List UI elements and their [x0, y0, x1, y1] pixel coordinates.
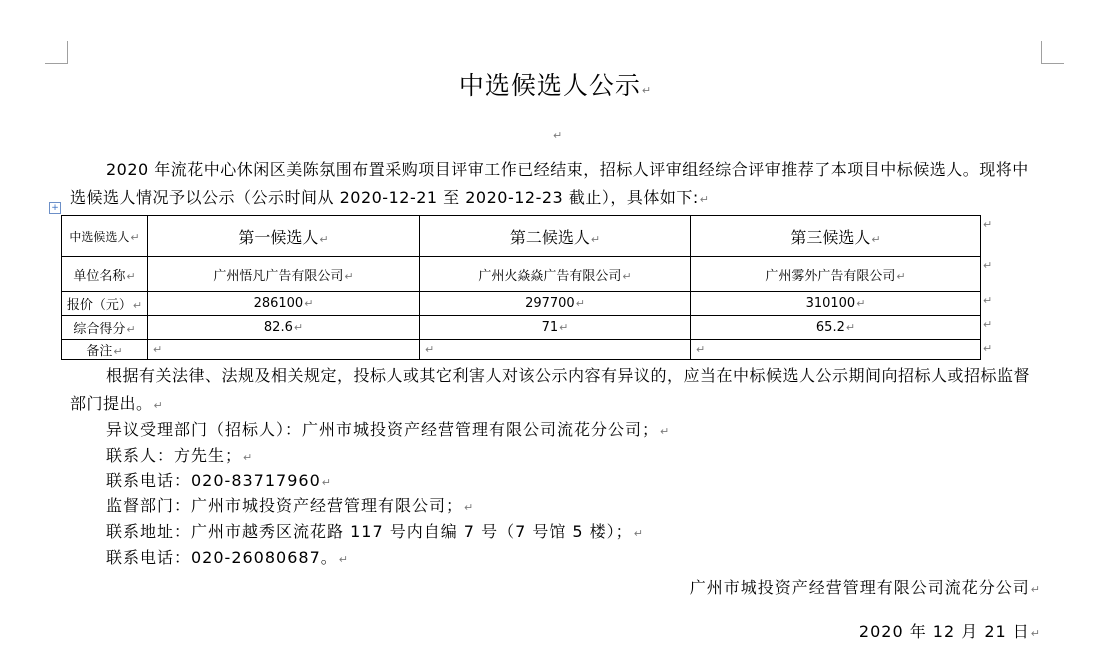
paragraph-mark-icon: ↵: [553, 129, 563, 142]
end-of-row-mark-icon: ↵: [983, 259, 993, 272]
table-cell: 65.2↵: [691, 316, 981, 340]
table-cell: 广州雾外广告有限公司↵: [691, 257, 981, 292]
signature-date: 2020 年 12 月 21 日↵: [858, 622, 1041, 641]
table-row: [62, 316, 981, 340]
table-row: [62, 292, 981, 316]
table-cell: 297700↵: [420, 292, 691, 316]
table-header: 第三候选人↵: [691, 216, 981, 257]
table-header: 第一候选人↵: [148, 216, 420, 257]
contact-person: 联系人：方先生；↵: [106, 446, 254, 465]
end-of-row-mark-icon: ↵: [983, 294, 993, 307]
contact-phone: 联系电话：020-83717960↵: [106, 471, 332, 490]
table-cell: 286100↵: [148, 292, 420, 316]
table-row: [62, 257, 981, 292]
empty-paragraph: [552, 124, 562, 143]
end-of-row-mark-icon: ↵: [983, 218, 993, 231]
contact-address: 联系地址：广州市越秀区流花路 117 号内自编 7 号（7 号馆 5 楼）；↵: [106, 522, 644, 541]
table-cell: 广州火焱焱广告有限公司↵: [420, 257, 691, 292]
end-of-row-mark-icon: ↵: [983, 318, 993, 331]
table-cell: 310100↵: [691, 292, 981, 316]
table-move-handle-icon[interactable]: +: [49, 202, 61, 214]
document-title: 中选候选人公示↵: [458, 71, 653, 100]
table-cell: ↵: [148, 340, 420, 360]
end-of-row-mark-icon: ↵: [983, 342, 993, 355]
table-cell: 71↵: [420, 316, 691, 340]
table-cell: ↵: [691, 340, 981, 360]
objection-paragraph: 根据有关法律、法规及相关规定，投标人或其它利害人对该公示内容有异议的，应当在中标候选人公示期间向招标人或招标监督部门提出。↵: [70, 366, 1031, 413]
table-header: 第二候选人↵: [420, 216, 691, 257]
intro-paragraph: 2020 年流花中心休闲区美陈氛围布置采购项目评审工作已经结束，招标人评审组经综合评审推荐了本项目中标候选人。现将中选候选人情况予以公示（公示时间从 2020-12-21 至 2020-12-23 截止），具体如下:↵: [70, 160, 1029, 207]
table-cell: ↵: [420, 340, 691, 360]
supervision-department: 监督部门：广州市城投资产经营管理有限公司；↵: [106, 496, 475, 515]
objection-department: 异议受理部门（招标人）：广州市城投资产经营管理有限公司流花分公司；↵: [106, 420, 671, 439]
table-cell: 82.6↵: [148, 316, 420, 340]
row-label: 报价（元）↵: [62, 292, 148, 316]
paragraph-mark-icon: ↵: [641, 84, 653, 97]
row-label: 备注↵: [62, 340, 148, 360]
page-corner-marker-top-left: [45, 41, 68, 64]
page-corner-marker-top-right: [1041, 41, 1064, 64]
supervision-phone: 联系电话：020-26080687。↵: [106, 548, 349, 567]
row-label: 综合得分↵: [62, 316, 148, 340]
paragraph-mark-icon: ↵: [699, 193, 710, 206]
row-label: 单位名称↵: [62, 257, 148, 292]
table-row: [62, 340, 981, 360]
signature-company: 广州市城投资产经营管理有限公司流花分公司↵: [689, 578, 1041, 597]
paragraph-mark-icon: ↵: [153, 399, 164, 412]
table-cell: 广州悟凡广告有限公司↵: [148, 257, 420, 292]
table-row: [62, 216, 981, 257]
row-label: 中选候选人↵: [62, 216, 148, 257]
candidate-table: [61, 215, 981, 360]
